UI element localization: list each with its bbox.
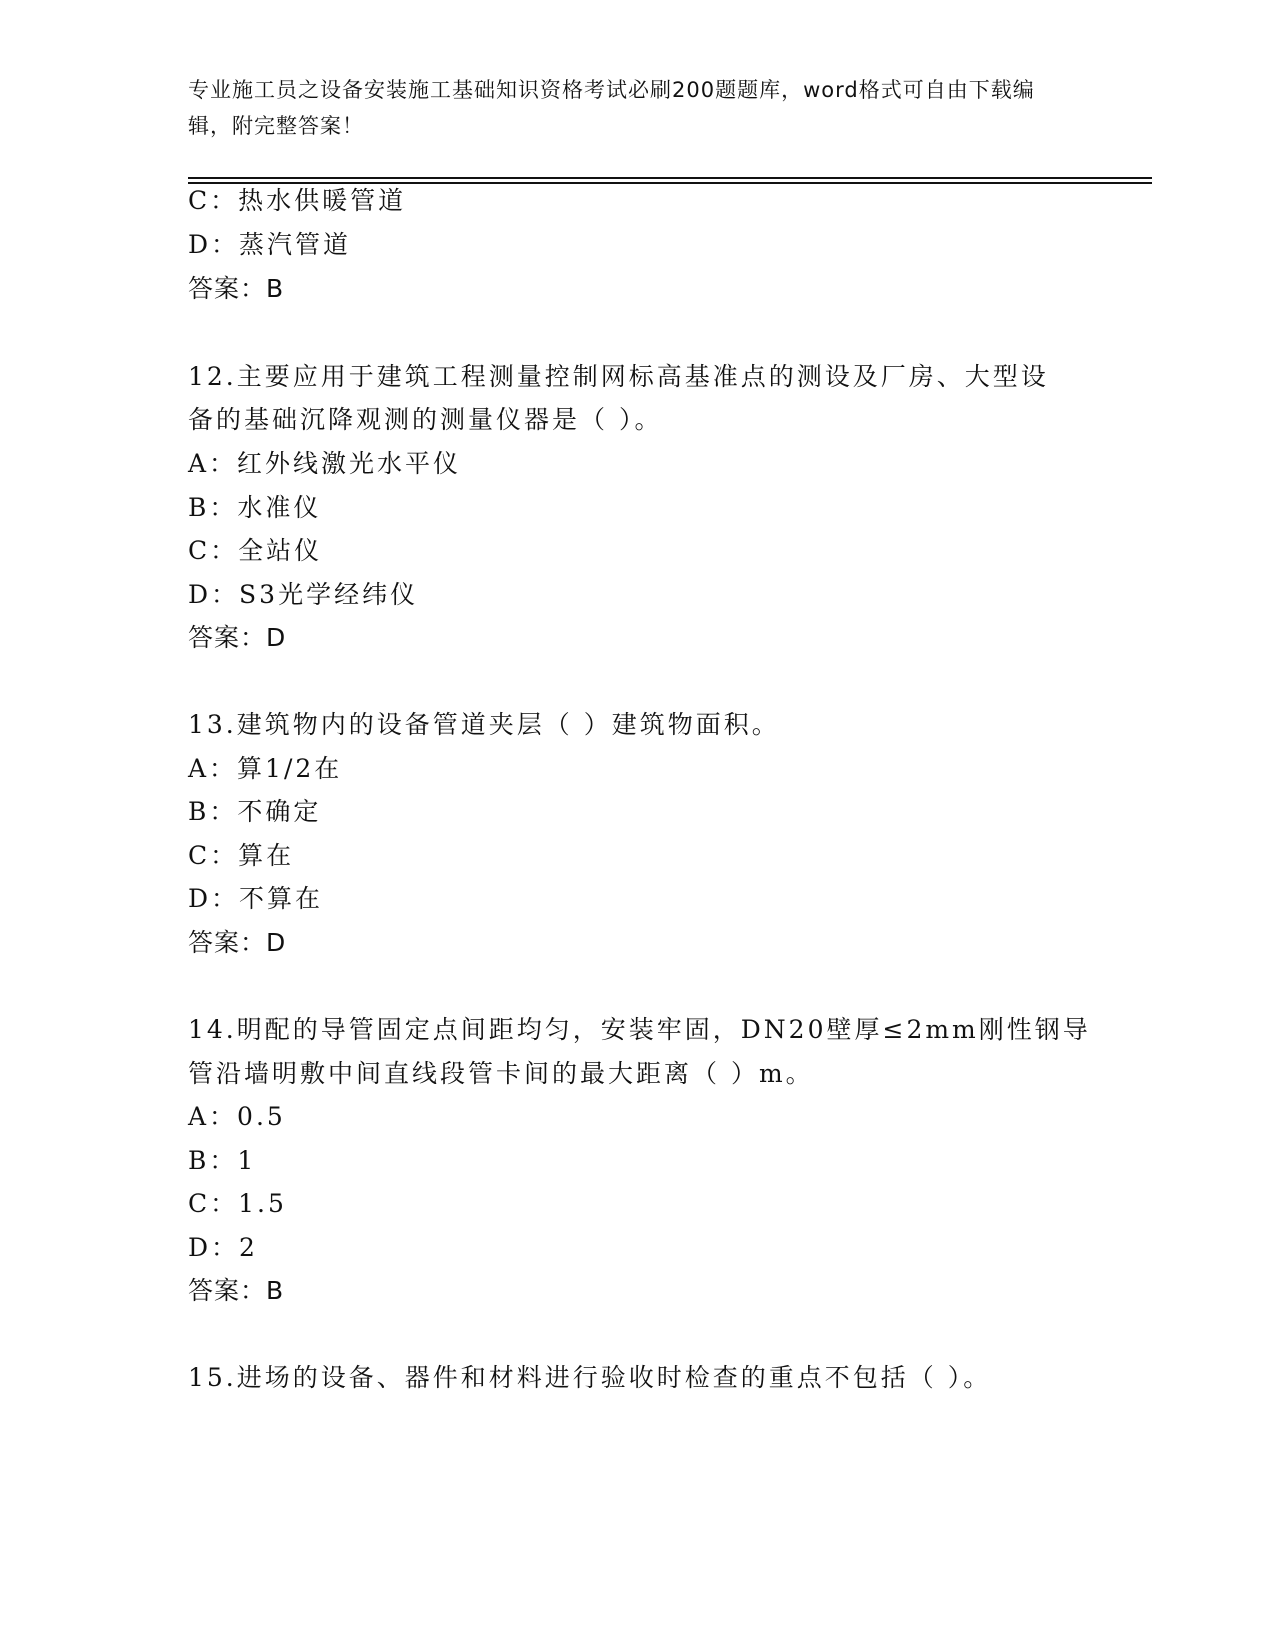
q11-option-c: C：热水供暖管道	[188, 186, 407, 215]
q12-answer: 答案：D	[188, 623, 287, 652]
q11-option-d: D：蒸汽管道	[188, 230, 352, 259]
q14-option-d: D：2	[188, 1233, 258, 1262]
q12-option-d: D：S3光学经纬仪	[188, 580, 419, 609]
header-divider-bottom	[188, 182, 1152, 184]
q13-option-c: C：算在	[188, 841, 295, 870]
q14-question-line-2: 管沿墙明敷中间直线段管卡间的最大距离（ ）m。	[188, 1059, 814, 1088]
q12-question-line-1: 12.主要应用于建筑工程测量控制网标高基准点的测设及厂房、大型设	[188, 362, 1049, 391]
q15-question-line-1: 15.进场的设备、器件和材料进行验收时检查的重点不包括（ ）。	[188, 1363, 992, 1392]
q14-answer: 答案：B	[188, 1276, 285, 1305]
q14-option-b: B：1	[188, 1146, 257, 1175]
q13-answer: 答案：D	[188, 928, 287, 957]
q12-option-c: C：全站仪	[188, 536, 323, 565]
q12-option-b: B：水准仪	[188, 493, 322, 522]
header-divider-top	[188, 177, 1152, 179]
q12-option-a: A：红外线激光水平仪	[188, 449, 462, 478]
q14-question-line-1: 14.明配的导管固定点间距均匀，安装牢固，DN20壁厚≤2mm刚性钢导	[188, 1015, 1091, 1044]
q13-option-a: A：算1/2在	[188, 754, 343, 783]
document-header: 专业施工员之设备安装施工基础知识资格考试必刷200题题库，word格式可自由下载编辑，附完整答案！	[188, 78, 1035, 138]
q14-option-a: A：0.5	[188, 1102, 286, 1131]
q12-question-line-2: 备的基础沉降观测的测量仪器是（ ）。	[188, 405, 663, 434]
q13-option-b: B：不确定	[188, 797, 322, 826]
q13-question-line-1: 13.建筑物内的设备管道夹层（ ）建筑物面积。	[188, 710, 780, 739]
q11-answer: 答案：B	[188, 274, 285, 303]
q14-option-c: C：1.5	[188, 1189, 287, 1218]
q13-option-d: D：不算在	[188, 884, 324, 913]
